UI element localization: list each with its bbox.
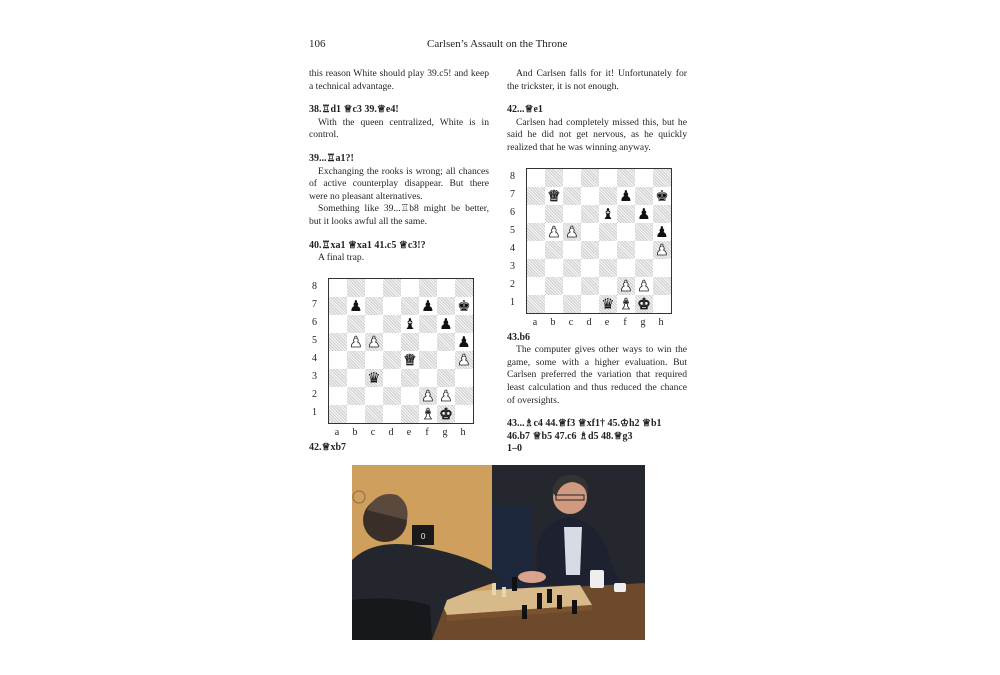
- square-e3: [599, 259, 617, 277]
- square-a6: [329, 315, 347, 333]
- rank-label: 5: [312, 334, 317, 346]
- file-label: b: [550, 316, 556, 328]
- square-g2: [437, 387, 455, 405]
- running-title: Carlsen’s Assault on the Throne: [427, 38, 568, 50]
- square-f3: [419, 369, 437, 387]
- white-pawn-icon: ♟: [457, 350, 471, 369]
- white-bishop-icon: ♝: [619, 294, 633, 313]
- white-queen-icon: ♛: [547, 186, 561, 205]
- square-g8: [437, 279, 455, 297]
- rank-label: 3: [312, 370, 317, 382]
- square-h4: [455, 351, 473, 369]
- file-label: c: [370, 426, 376, 438]
- square-c4: [563, 241, 581, 259]
- file-label: a: [532, 316, 538, 328]
- square-g1: [635, 295, 653, 313]
- square-b4: [545, 241, 563, 259]
- page-number: 106: [309, 38, 326, 50]
- move-line: 42.♕xb7: [309, 441, 347, 453]
- file-label: c: [568, 316, 574, 328]
- square-h8: [455, 279, 473, 297]
- square-a8: [527, 169, 545, 187]
- square-f8: [419, 279, 437, 297]
- square-c8: [365, 279, 383, 297]
- chess-diagram-1: [309, 278, 489, 438]
- rank-label: 8: [510, 170, 515, 182]
- square-a5: [329, 333, 347, 351]
- square-f5: [617, 223, 635, 241]
- square-e3: [401, 369, 419, 387]
- square-b3: [545, 259, 563, 277]
- file-label: a: [334, 426, 340, 438]
- file-label: h: [658, 316, 664, 328]
- paragraph: A final trap.: [318, 252, 365, 264]
- square-g1: [437, 405, 455, 423]
- square-b2: [347, 387, 365, 405]
- white-pawn-icon: ♟: [637, 276, 651, 295]
- move-line: 43.b6: [507, 331, 531, 343]
- black-pawn-icon: ♟: [637, 204, 651, 223]
- rank-label: 8: [312, 280, 317, 292]
- rank-label: 7: [312, 298, 317, 310]
- square-d3: [383, 369, 401, 387]
- chess-diagram-2: [507, 168, 687, 328]
- square-e1: [401, 405, 419, 423]
- white-pawn-icon: ♟: [439, 386, 453, 405]
- square-h5: [455, 333, 473, 351]
- square-b3: [347, 369, 365, 387]
- square-c6: [563, 205, 581, 223]
- file-label: e: [604, 316, 610, 328]
- square-h4: [653, 241, 671, 259]
- paragraph: Carlsen had completely missed this, but he said he did not get nervous, as he quickly realized that he was winning anyway.: [507, 116, 687, 153]
- square-d6: [383, 315, 401, 333]
- square-d8: [581, 169, 599, 187]
- paragraph: Exchanging the rooks is wrong; all chances of active counterplay disappear. But there were no pleasant alternatives.: [309, 165, 489, 202]
- square-d7: [581, 187, 599, 205]
- black-king-icon: ♚: [457, 296, 471, 315]
- square-b7: [347, 297, 365, 315]
- square-b4: [347, 351, 365, 369]
- white-pawn-icon: ♟: [619, 276, 633, 295]
- rank-label: 2: [312, 388, 317, 400]
- square-b8: [545, 169, 563, 187]
- square-d2: [581, 277, 599, 295]
- game-result: 1–0: [507, 443, 522, 455]
- square-a5: [527, 223, 545, 241]
- white-queen-icon: ♛: [403, 350, 417, 369]
- paragraph: Something like 39...♖b8 might be better, but it looks awful all the same.: [309, 203, 489, 227]
- square-e8: [599, 169, 617, 187]
- rank-label: 4: [510, 242, 515, 254]
- square-h1: [455, 405, 473, 423]
- square-b6: [545, 205, 563, 223]
- square-d4: [581, 241, 599, 259]
- paragraph: The computer gives other ways to win the game, some with a higher evaluation. But Carlsen preferred the variation that required least calculation and thus reduced the chance of oversights.: [507, 344, 687, 406]
- file-label: g: [640, 316, 646, 328]
- square-e5: [599, 223, 617, 241]
- square-c2: [563, 277, 581, 295]
- square-d7: [383, 297, 401, 315]
- black-bishop-icon: ♝: [403, 314, 417, 333]
- white-pawn-icon: ♟: [547, 222, 561, 241]
- square-h5: [653, 223, 671, 241]
- black-pawn-icon: ♟: [349, 296, 363, 315]
- white-pawn-icon: ♟: [421, 386, 435, 405]
- square-f1: [419, 405, 437, 423]
- paragraph: With the queen centralized, White is in control.: [309, 116, 489, 141]
- square-f3: [617, 259, 635, 277]
- move-line: 43...♗c4 44.♕f3 ♕xf1† 45.♔h2 ♕b1 46.b7 ♕b5 47.c6 ♗d5 48.♕g3: [507, 418, 662, 442]
- square-f4: [419, 351, 437, 369]
- square-d4: [383, 351, 401, 369]
- svg-text:0: 0: [420, 532, 426, 541]
- square-a8: [329, 279, 347, 297]
- square-h1: [653, 295, 671, 313]
- square-f2: [617, 277, 635, 295]
- file-labels: [526, 317, 672, 330]
- square-c3: [365, 369, 383, 387]
- right-column: [507, 68, 687, 456]
- square-d1: [383, 405, 401, 423]
- square-d5: [581, 223, 599, 241]
- white-pawn-icon: ♟: [367, 332, 381, 351]
- left-column: [309, 68, 489, 454]
- rank-label: 4: [312, 352, 317, 364]
- square-c7: [365, 297, 383, 315]
- black-queen-icon: ♛: [601, 294, 615, 313]
- square-g3: [437, 369, 455, 387]
- square-a4: [329, 351, 347, 369]
- white-bishop-icon: ♝: [421, 404, 435, 423]
- rank-label: 5: [510, 224, 515, 236]
- square-d5: [383, 333, 401, 351]
- running-header: [309, 38, 689, 52]
- square-h6: [455, 315, 473, 333]
- chess-board: [328, 278, 474, 424]
- rank-label: 2: [510, 278, 515, 290]
- square-a7: [527, 187, 545, 205]
- square-f7: [419, 297, 437, 315]
- move-line: 39...♖a1?!: [309, 152, 354, 164]
- chess-board: [526, 168, 672, 314]
- move-line: 42...♕e1: [507, 104, 543, 116]
- black-pawn-icon: ♟: [421, 296, 435, 315]
- square-e4: [401, 351, 419, 369]
- square-e2: [401, 387, 419, 405]
- square-e7: [599, 187, 617, 205]
- square-h6: [653, 205, 671, 223]
- square-e8: [401, 279, 419, 297]
- black-pawn-icon: ♟: [619, 186, 633, 205]
- square-b1: [545, 295, 563, 313]
- square-a1: [329, 405, 347, 423]
- black-king-icon: ♚: [655, 186, 669, 205]
- rank-label: 6: [312, 316, 317, 328]
- tournament-photo: [352, 465, 645, 640]
- square-b1: [347, 405, 365, 423]
- square-h8: [653, 169, 671, 187]
- square-g2: [635, 277, 653, 295]
- square-e1: [599, 295, 617, 313]
- file-label: f: [623, 316, 627, 328]
- rank-labels: [507, 168, 523, 312]
- rank-label: 3: [510, 260, 515, 272]
- white-pawn-icon: ♟: [655, 240, 669, 259]
- black-pawn-icon: ♟: [457, 332, 471, 351]
- move-line: 40.♖xa1 ♕xa1 41.c5 ♕c3!?: [309, 239, 426, 251]
- file-label: b: [352, 426, 358, 438]
- square-g5: [635, 223, 653, 241]
- square-c1: [365, 405, 383, 423]
- square-f2: [419, 387, 437, 405]
- rank-label: 1: [312, 406, 317, 418]
- square-g8: [635, 169, 653, 187]
- square-b5: [347, 333, 365, 351]
- square-h7: [653, 187, 671, 205]
- square-c1: [563, 295, 581, 313]
- white-pawn-icon: ♟: [565, 222, 579, 241]
- file-label: g: [442, 426, 448, 438]
- square-f7: [617, 187, 635, 205]
- square-c6: [365, 315, 383, 333]
- square-e7: [401, 297, 419, 315]
- square-a3: [527, 259, 545, 277]
- square-f8: [617, 169, 635, 187]
- square-c3: [563, 259, 581, 277]
- white-pawn-icon: ♟: [349, 332, 363, 351]
- file-label: h: [460, 426, 466, 438]
- square-g7: [437, 297, 455, 315]
- square-b8: [347, 279, 365, 297]
- move-line: 38.♖d1 ♕c3 39.♕e4!: [309, 104, 399, 116]
- black-queen-icon: ♛: [367, 368, 381, 387]
- square-d6: [581, 205, 599, 223]
- square-c5: [563, 223, 581, 241]
- square-e4: [599, 241, 617, 259]
- square-a6: [527, 205, 545, 223]
- square-g3: [635, 259, 653, 277]
- square-g6: [635, 205, 653, 223]
- square-e2: [599, 277, 617, 295]
- square-a1: [527, 295, 545, 313]
- rank-label: 6: [510, 206, 515, 218]
- square-c8: [563, 169, 581, 187]
- square-e6: [599, 205, 617, 223]
- square-f6: [419, 315, 437, 333]
- file-label: f: [425, 426, 429, 438]
- square-b7: [545, 187, 563, 205]
- paragraph: this reason White should play 39.c5! and keep a technical advantage.: [309, 68, 489, 92]
- square-a7: [329, 297, 347, 315]
- black-bishop-icon: ♝: [601, 204, 615, 223]
- square-h3: [455, 369, 473, 387]
- square-a3: [329, 369, 347, 387]
- square-h2: [653, 277, 671, 295]
- photo-illustration: [352, 465, 645, 640]
- square-c2: [365, 387, 383, 405]
- square-g4: [437, 351, 455, 369]
- square-h3: [653, 259, 671, 277]
- square-f6: [617, 205, 635, 223]
- square-g7: [635, 187, 653, 205]
- square-f1: [617, 295, 635, 313]
- square-f4: [617, 241, 635, 259]
- square-d8: [383, 279, 401, 297]
- white-king-icon: ♚: [439, 404, 453, 423]
- square-h7: [455, 297, 473, 315]
- square-c5: [365, 333, 383, 351]
- paragraph: And Carlsen falls for it! Unfortunately for the trickster, it is not enough.: [507, 68, 687, 92]
- file-label: d: [388, 426, 394, 438]
- square-a2: [329, 387, 347, 405]
- square-g5: [437, 333, 455, 351]
- black-pawn-icon: ♟: [439, 314, 453, 333]
- black-pawn-icon: ♟: [655, 222, 669, 241]
- square-d1: [581, 295, 599, 313]
- square-d2: [383, 387, 401, 405]
- square-c7: [563, 187, 581, 205]
- square-b6: [347, 315, 365, 333]
- square-a4: [527, 241, 545, 259]
- rank-labels: [309, 278, 325, 422]
- rank-label: 7: [510, 188, 515, 200]
- square-a2: [527, 277, 545, 295]
- file-labels: [328, 427, 474, 440]
- rank-label: 1: [510, 296, 515, 308]
- square-g4: [635, 241, 653, 259]
- square-h2: [455, 387, 473, 405]
- square-b2: [545, 277, 563, 295]
- square-c4: [365, 351, 383, 369]
- square-b5: [545, 223, 563, 241]
- white-king-icon: ♚: [637, 294, 651, 313]
- file-label: d: [586, 316, 592, 328]
- square-e5: [401, 333, 419, 351]
- file-label: e: [406, 426, 412, 438]
- square-e6: [401, 315, 419, 333]
- square-d3: [581, 259, 599, 277]
- square-g6: [437, 315, 455, 333]
- square-f5: [419, 333, 437, 351]
